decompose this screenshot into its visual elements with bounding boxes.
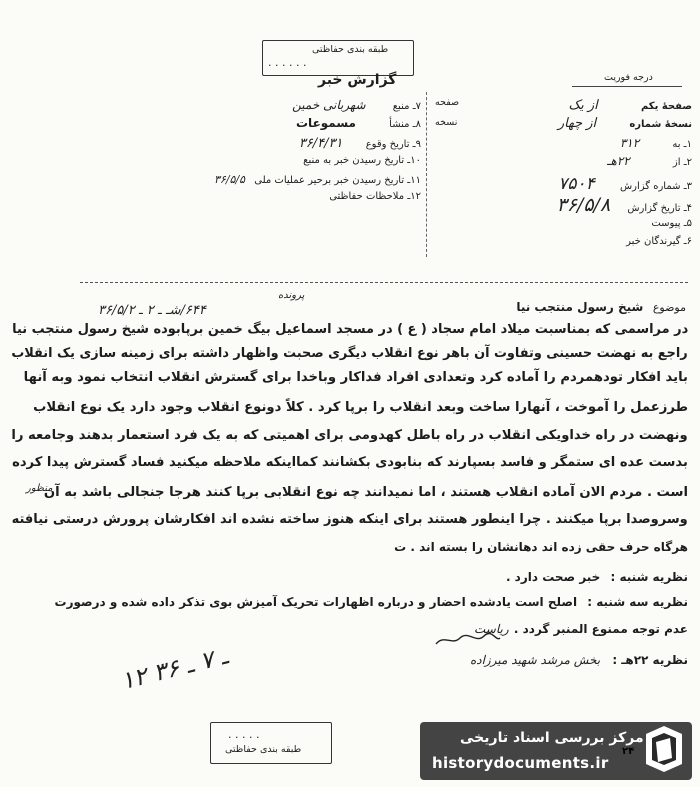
classification-stamp-label: طبقه بندی حفاظتی [312, 44, 389, 55]
field-recipients: ۶ـ گیرندگان خبر [626, 236, 692, 247]
field-from: ۲ـ از ۲۲هـ [606, 154, 692, 168]
body-margin-note: منظور [26, 483, 53, 494]
subject-reference: ۶۴۴/شـ ـ ۲ ـ ۳۶/۵/۲ [98, 303, 206, 318]
left-fields [96, 94, 421, 214]
report-title: گزارش خبر [318, 72, 397, 88]
field-received-by-source: ۱۰ـ تاریخ رسیدن خبر به منبع [303, 155, 421, 166]
body-line-2: راجع به نهضت حسینی وتفاوت آن باهر نوع انقلاب دیگری صحبت واظهار داشته برای زمینه سازی یک انقلاب [11, 346, 688, 361]
field-security-notes: ۱۲ـ ملاحظات حفاظتی [329, 191, 421, 202]
right-fields [430, 94, 692, 254]
bottom-stamp-scribble: . . . . . [228, 728, 260, 741]
field-received-by-ops: ۱۱ـ تاریخ رسیدن خبر برحیر عملیات ملی ۳۶/۵/۵ [214, 173, 421, 186]
field-report-number: ۳ـ شماره گزارش ۷۵۰۴ [558, 174, 692, 194]
field-source: ۷ـ منبع شهربانی خمین [292, 98, 421, 112]
field-to: ۱ـ به ۳۱۲ [619, 136, 692, 150]
opinion-line-1: نظریه شنبه : خبر صحت دارد . [505, 570, 688, 584]
section-divider [80, 282, 688, 283]
urgency-label: درجه فوریت [604, 72, 653, 83]
side-word-copy: نسخه [435, 117, 458, 128]
body-line-1: در مراسمی که بمناسبت میلاد امام سجاد ( ع ) در مسجد اسماعیل بیگ خمین برپابوده شیخ رسول منتجب نیا [11, 322, 688, 337]
watermark-url: historydocuments.ir [432, 754, 609, 772]
signature-scribble [434, 632, 502, 648]
field-attachment: ۵ـ پیوست [651, 218, 692, 229]
opinion-line-3: عدم توجه ممنوع المنبر گردد . [513, 622, 688, 636]
classification-stamp-handwriting: . . . . . . [268, 56, 307, 69]
field-report-date: ۴ـ تاریخ گزارش ۳۶/۵/۸ [556, 194, 692, 216]
handwritten-date: ۱۲ ـ ۷ ـ ۳۶ [118, 641, 231, 696]
opinion-signature: ریاست [474, 622, 509, 636]
subject-annotation: پرونده [278, 290, 305, 301]
body-line-8: وسروصدا برپا میکنند . چرا اینطور هستند برای اینکه هنوز ساخته نشده اند افکارشان پرورش درستی نیافته [11, 512, 688, 527]
watermark-logo-icon [640, 724, 688, 774]
body-line-7: است . مردم الان آماده انقلاب هستند ، اما نمیدانند چه نوع انقلابی برپا کنند هرجا جنجالی باشد به آن [43, 485, 688, 500]
subject-line: موضوع شیخ رسول منتجب نیا [516, 300, 686, 314]
field-page: صفحهٔ یکم از یک [568, 98, 692, 113]
body-line-9: هرگاه حرف حقی زده اند دهانشان را بسته اند . ت [394, 540, 688, 554]
body-line-5: ونهضت در راه خداویکی انقلاب در راه باطل کهدومی برای اهمیتی که به یک فرد استعمار بدهند وجامعه را [11, 428, 688, 443]
urgency-box [572, 86, 682, 87]
body-line-3: باید افکار تودهمردم را آماده کرد وتعدادی افراد فداکار وباخدا برای گسترش انقلاب انتخاب نمود وبه آنها [23, 370, 688, 385]
field-occurrence-date: ۹ـ تاریخ وقوع ۳۶/۴/۳۱ [298, 136, 421, 151]
field-origin: ۸ـ منشأ مسموعات [296, 116, 421, 130]
watermark-title: مرکز بررسی اسناد تاریخی [460, 730, 644, 746]
opinion-line-4: نظریه ۲۲هـ : بخش مرشد شهید میرزاده [469, 653, 688, 667]
field-copy-number: نسخهٔ شماره از چهار [557, 116, 692, 131]
body-line-4: طرزعمل را آموخت ، آنهارا ساخت وبعد انقلاب را برپا کرد . کلاً دونوع انقلاب وجود دارد یک نوع انقلاب [33, 400, 688, 415]
side-word-page: صفحه [435, 97, 460, 108]
body-line-6: بدست عده ای ستمگر و فاسد بسپارند که بنابودی بکشانند کمااینکه ملاحظه میکنید فساد گسترش پیدا کرده [12, 455, 688, 470]
opinion-line-2: نظریه سه شنبه : اصلح است یادشده احضار و درباره اظهارات تحریک آمیزش بوی تذکر داده شده و درصورت [54, 595, 688, 609]
bottom-stamp-label: طبقه بندی حفاظتی [225, 744, 302, 755]
header-separator [426, 92, 427, 257]
watermark-badge-number: ۲۴ [622, 746, 635, 757]
